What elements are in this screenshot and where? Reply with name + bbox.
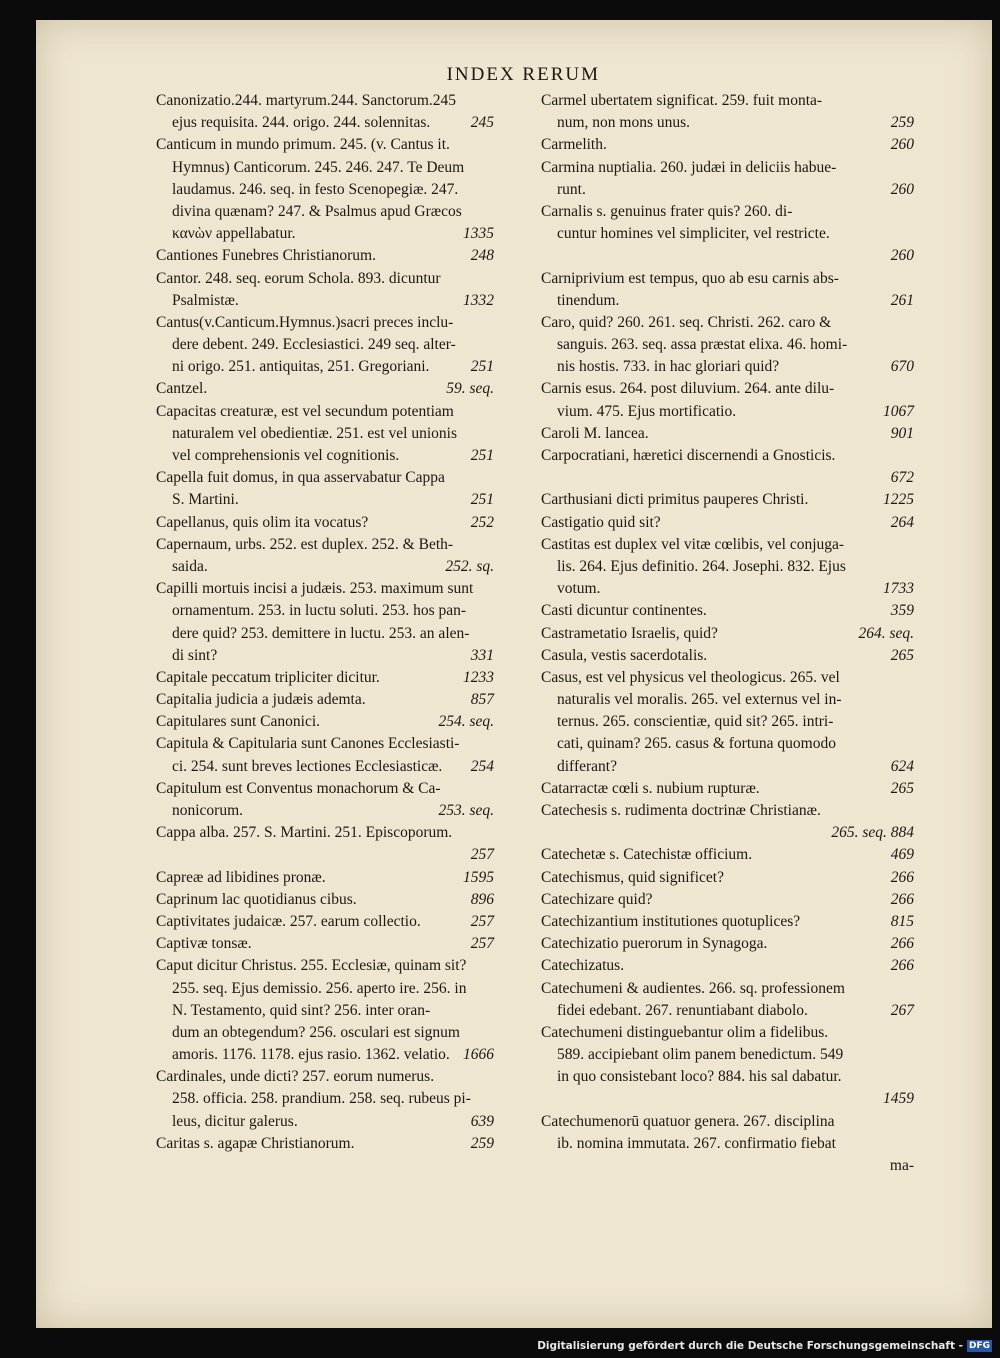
index-entry-line (541, 90, 914, 112)
page-reference: 248 (470, 247, 494, 265)
index-entry-line (156, 911, 494, 933)
entry-text: Carmel ubertatem significat. 259. fuit monta- (541, 92, 823, 109)
entry-text: Hymnus) Canticorum. 245. 246. 247. Te Deum (172, 158, 465, 176)
entry-text: Catechizatio puerorum in Synagoga. (541, 935, 768, 953)
index-entry (156, 378, 494, 400)
index-entry-line (541, 778, 914, 800)
entry-text: Carniprivium est tempus, quo ab esu carnis abs- (541, 269, 839, 287)
index-entry-line (541, 378, 914, 400)
entry-text: divina quænam? 247. & Psalmus apud Græcos (172, 202, 462, 220)
entry-text: nis hostis. 733. in hac gloriari quid? (557, 358, 780, 376)
index-entry-line (541, 1088, 914, 1110)
index-entry (541, 1022, 914, 1111)
index-entry (541, 955, 914, 977)
page-reference: 1666 (463, 1046, 494, 1064)
entry-text: Capella fuit domus, in qua asservabatur Cappa (156, 469, 445, 487)
index-entry (156, 578, 494, 667)
entry-text: κανὼν appellabatur. (172, 225, 296, 243)
entry-text: cuntur homines vel simpliciter, vel restricte. (557, 225, 830, 243)
index-entry-line (541, 334, 914, 356)
index-entry-line (156, 778, 494, 800)
page-reference: 253. seq. (438, 802, 494, 819)
page-reference: 1225 (883, 491, 914, 509)
entry-text: vium. 475. Ejus mortificatio. (557, 402, 737, 420)
entry-text: Catechumeni & audientes. 266. sq. professionem (541, 979, 845, 997)
index-entry-line (541, 245, 914, 267)
index-entry-line (156, 733, 494, 755)
entry-text: Capacitas creaturæ, est vel secundum potentiam (156, 402, 454, 420)
index-entry-line (156, 356, 494, 378)
entry-text: in quo consistebant loco? 884. his sal dabatur. (557, 1068, 842, 1086)
index-entry-line (156, 600, 494, 622)
page-reference: 1332 (463, 291, 494, 309)
page-reference: 265 (890, 779, 914, 797)
index-entry-line (156, 1022, 494, 1044)
index-entry-line (156, 689, 494, 711)
entry-text: Carpocratiani, hæretici discernendi a Gnosticis. (541, 447, 836, 464)
index-entry-line (156, 223, 494, 245)
entry-text: ib. nomina immutata. 267. confirmatio fiebat (557, 1134, 836, 1152)
index-entry-line (156, 933, 494, 955)
entry-text: Castigatio quid sit? (541, 513, 661, 531)
index-entry-line (541, 556, 914, 578)
page-reference: 264 (890, 513, 914, 531)
entry-text: runt. (557, 180, 586, 198)
index-entry-line (541, 1111, 914, 1133)
index-entry-line (156, 1133, 494, 1155)
index-entry-line (541, 1000, 914, 1022)
index-entry-line (156, 756, 494, 778)
entry-text: Capitulum est Conventus monachorum & Ca- (156, 779, 441, 797)
index-entry-line (541, 312, 914, 334)
index-entry-line (156, 489, 494, 511)
index-entry-line (541, 822, 914, 844)
index-entry (156, 689, 494, 711)
index-entry-line (156, 134, 494, 156)
entry-text: Carmelith. (541, 136, 607, 154)
page-reference: 624 (890, 757, 914, 775)
entry-text: tinendum. (557, 291, 620, 309)
entry-text: sanguis. 263. seq. assa præstat elixa. 46. homi- (557, 336, 848, 354)
index-entry (156, 667, 494, 689)
index-entry (541, 600, 914, 622)
entry-text: num, non mons unus. (557, 114, 691, 132)
entry-text: Capitale peccatum tripliciter dicitur. (156, 668, 380, 686)
page-reference: 254. seq. (438, 713, 494, 731)
index-entry-line (541, 978, 914, 1000)
entry-text: dum an obtegendum? 256. osculari est signum (172, 1023, 460, 1041)
entry-text: Castrametatio Israelis, quid? (541, 624, 718, 642)
index-entry-line (541, 889, 914, 911)
entry-text: Cantzel. (156, 380, 208, 398)
entry-text: Captivæ tonsæ. (156, 935, 252, 953)
index-entry-line (541, 867, 914, 889)
index-entry (156, 711, 494, 733)
entry-text: 589. accipiebant olim panem benedictum. 549 (557, 1046, 844, 1064)
entry-text: differant? (557, 757, 617, 775)
catchword-line (541, 1155, 914, 1177)
index-entry-line (156, 978, 494, 1000)
index-entry (156, 467, 494, 511)
entry-text: cati, quinam? 265. casus & fortuna quomodo (557, 735, 836, 753)
index-entry-line (156, 1111, 494, 1133)
entry-text: Canticum in mundo primum. 245. (v. Cantus it. (156, 136, 450, 154)
index-entry (156, 933, 494, 955)
index-entry-line (156, 401, 494, 423)
page-reference: 266 (890, 890, 914, 908)
index-entry-line (156, 290, 494, 312)
index-entry-line (541, 1066, 914, 1088)
index-entry (541, 623, 914, 645)
index-entry (541, 778, 914, 800)
index-entry (156, 1066, 494, 1133)
entry-text: N. Testamento, quid sint? 256. inter oran- (172, 1001, 431, 1019)
page-reference: 639 (470, 1112, 494, 1130)
page-reference: 359 (890, 602, 914, 620)
index-entry-line (156, 1000, 494, 1022)
page-header (36, 64, 992, 86)
index-entry (156, 245, 494, 267)
index-entry (541, 844, 914, 866)
index-entry (541, 201, 914, 268)
index-column-right (541, 90, 914, 1177)
entry-text: Carthusiani dicti primitus pauperes Christi. (541, 491, 809, 509)
page-reference: 670 (890, 358, 914, 376)
index-entry (156, 534, 494, 578)
entry-text: Captivitates judaicæ. 257. earum collectio. (156, 912, 421, 930)
index-entry-line (541, 600, 914, 622)
index-entry (156, 955, 494, 1066)
index-entry-line (156, 556, 494, 578)
entry-text: Catechesis s. rudimenta doctrinæ Christianæ. (541, 802, 821, 819)
index-entry-line (156, 645, 494, 667)
index-entry-line (541, 1022, 914, 1044)
page-reference: 1733 (883, 580, 914, 598)
index-entry-line (541, 1133, 914, 1155)
entry-text: Cappa alba. 257. S. Martini. 251. Episcoporum. (156, 824, 453, 842)
index-entry-line (156, 1066, 494, 1088)
index-entry-line (541, 578, 914, 600)
index-entry-line (156, 1044, 494, 1066)
entry-text: ornamentum. 253. in luctu soluti. 253. hos pan- (172, 602, 467, 620)
page-reference: 259 (890, 114, 914, 132)
index-entry-line (541, 711, 914, 733)
entry-text: Cantiones Funebres Christianorum. (156, 247, 376, 265)
index-entry (541, 134, 914, 156)
entry-text: Cantus(v.Canticum.Hymnus.)sacri preces inclu- (156, 313, 454, 331)
index-entry (541, 1111, 914, 1155)
index-entry-line (156, 423, 494, 445)
index-entry (541, 512, 914, 534)
index-entry-line (541, 489, 914, 511)
entry-text: Caroli M. lancea. (541, 424, 649, 442)
index-entry-line (541, 134, 914, 156)
entry-text: Catechizare quid? (541, 890, 653, 908)
index-entry (156, 312, 494, 379)
entry-text: Carnis esus. 264. post diluvium. 264. ante dilu- (541, 380, 835, 398)
index-entry-line (541, 911, 914, 933)
index-entry (541, 933, 914, 955)
page-reference: 260 (890, 247, 914, 265)
index-entry-line (541, 955, 914, 977)
page-reference: 1067 (883, 402, 914, 420)
page-reference: 260 (890, 180, 914, 198)
index-entry (156, 1133, 494, 1155)
index-entry-line (541, 201, 914, 223)
page-reference: 245 (470, 114, 494, 132)
entry-text: ternus. 265. conscientiæ, quid sit? 265. intri- (557, 713, 834, 731)
entry-text: Carmina nuptialia. 260. judæi in deliciis habue- (541, 158, 837, 176)
catchword: ma- (889, 1157, 914, 1174)
entry-text: Cantor. 248. seq. eorum Schola. 893. dicuntur (156, 269, 441, 287)
page-reference: 815 (890, 912, 914, 930)
index-entry-line (156, 378, 494, 400)
entry-text: Casula, vestis sacerdotalis. (541, 646, 708, 664)
page-reference: 265. seq. 884 (831, 824, 914, 842)
index-entry-line (541, 268, 914, 290)
page-reference: 1335 (463, 225, 494, 243)
entry-text: 255. seq. Ejus demissio. 256. aperto ire. 256. in (172, 979, 467, 997)
entry-text: Caro, quid? 260. 261. seq. Christi. 262. caro & (541, 313, 832, 331)
index-entry-line (156, 334, 494, 356)
index-entry-line (156, 534, 494, 556)
index-entry-line (156, 711, 494, 733)
entry-text: Capitula & Capitularia sunt Canones Ecclesiasti- (156, 735, 460, 753)
page-reference: 1233 (463, 668, 494, 686)
index-entry (156, 911, 494, 933)
entry-text: Carnalis s. genuinus frater quis? 260. di- (541, 202, 793, 220)
index-entry-line (156, 800, 494, 822)
index-entry (541, 800, 914, 844)
index-entry-line (156, 512, 494, 534)
index-entry-line (541, 667, 914, 689)
page-reference: 672 (890, 469, 914, 487)
entry-text: ni origo. 251. antiquitas, 251. Gregoriani. (172, 358, 430, 376)
index-entry-line (541, 290, 914, 312)
index-entry (156, 822, 494, 866)
index-entry-line (541, 844, 914, 866)
entry-text: Casus, est vel physicus vel theologicus. 265. vel (541, 668, 840, 686)
entry-text: Caritas s. agapæ Christianorum. (156, 1134, 355, 1152)
page-reference: 259 (470, 1134, 494, 1152)
entry-text: ejus requisita. 244. origo. 244. solennitas. (172, 114, 431, 132)
index-entry-line (541, 689, 914, 711)
page-reference: 264. seq. (858, 624, 914, 642)
entry-text: Psalmistæ. (172, 291, 239, 309)
entry-text: leus, dicitur galerus. (172, 1112, 298, 1130)
index-entry (156, 512, 494, 534)
entry-text: Capellanus, quis olim ita vocatus? (156, 513, 369, 531)
index-entry (541, 911, 914, 933)
page-reference: 252 (470, 513, 494, 531)
entry-text: S. Martini. (172, 491, 239, 509)
page-reference: 257 (470, 846, 494, 864)
index-entry-line (156, 157, 494, 179)
book-page (36, 20, 992, 1328)
entry-text: naturalem vel obedientiæ. 251. est vel unionis (172, 424, 457, 442)
page-reference: 1595 (463, 868, 494, 886)
index-entry (541, 889, 914, 911)
page-reference: 59. seq. (446, 380, 494, 398)
index-entry-line (541, 112, 914, 134)
entry-text: votum. (557, 580, 601, 598)
page-reference: 251 (470, 447, 494, 464)
page-title: INDEX RERUM (446, 64, 600, 85)
index-entry (541, 645, 914, 667)
entry-text: Cardinales, unde dicti? 257. eorum numerus. (156, 1068, 435, 1086)
index-entry-line (541, 157, 914, 179)
index-entry (541, 312, 914, 379)
entry-text: fidei edebant. 267. renuntiabant diabolo. (557, 1001, 808, 1019)
index-entry (156, 733, 494, 777)
index-entry-line (156, 867, 494, 889)
page-reference: 266 (890, 935, 914, 953)
index-entry (541, 445, 914, 489)
page-reference: 469 (890, 846, 914, 864)
page-reference: 331 (470, 646, 494, 664)
index-entry-line (156, 1088, 494, 1110)
entry-text: Casti dicuntur continentes. (541, 602, 707, 620)
index-entry-line (541, 401, 914, 423)
entry-text: naturalis vel moralis. 265. vel externus vel in- (557, 691, 842, 709)
page-reference: 265 (890, 646, 914, 664)
index-column-left (156, 90, 494, 1155)
entry-text: lis. 264. Ejus definitio. 264. Josephi. 832. Ejus (557, 557, 846, 575)
entry-text: Catechumeni distinguebantur olim a fidelibus. (541, 1023, 829, 1041)
index-entry-line (156, 112, 494, 134)
index-entry-line (541, 800, 914, 822)
page-reference: 1459 (883, 1090, 914, 1108)
entry-text: ci. 254. sunt breves lectiones Ecclesiasticæ. (172, 757, 443, 775)
index-entry (541, 867, 914, 889)
entry-text: Catarractæ cœli s. nubium rupturæ. (541, 779, 760, 797)
entry-text: Capilli mortuis incisi a judæis. 253. maximum sunt (156, 580, 474, 598)
entry-text: Catechizantium institutiones quotuplices? (541, 912, 801, 930)
index-entry-line (541, 733, 914, 755)
index-entry-line (541, 423, 914, 445)
page-reference: 260 (890, 136, 914, 154)
entry-text: di sint? (172, 646, 218, 664)
entry-text: laudamus. 246. seq. in festo Scenopegiæ. 247. (172, 180, 459, 198)
index-entry-line (541, 467, 914, 489)
entry-text: Caput dicitur Christus. 255. Ecclesiæ, quinam sit? (156, 957, 467, 975)
page-reference: 266 (890, 957, 914, 975)
entry-text: Capreæ ad libidines pronæ. (156, 868, 326, 886)
index-entry (156, 268, 494, 312)
entry-text: Canonizatio.244. martyrum.244. Sanctorum.245 (156, 92, 457, 109)
index-entry (156, 401, 494, 468)
entry-text: Capernaum, urbs. 252. est duplex. 252. & Beth- (156, 535, 454, 553)
dfg-logo: DFG (968, 1341, 990, 1351)
entry-text: 258. officia. 258. prandium. 258. seq. rubeus pi- (172, 1090, 471, 1108)
page-reference: 252. sq. (445, 557, 494, 575)
index-entry-line (156, 268, 494, 290)
index-entry-line (156, 667, 494, 689)
index-entry-line (156, 201, 494, 223)
entry-text: Catechismus, quid significet? (541, 868, 724, 886)
page-reference: 896 (470, 890, 494, 908)
page-reference: 857 (470, 691, 494, 709)
entry-text: nonicorum. (172, 802, 244, 819)
index-entry-line (541, 179, 914, 201)
entry-text: Caprinum lac quotidianus cibus. (156, 890, 357, 908)
footer-text: Digitalisierung gefördert durch die Deutsche Forschungsgemeinschaft - (537, 1340, 963, 1352)
index-entry-line (541, 356, 914, 378)
entry-text: dere debent. 249. Ecclesiastici. 249 seq. alter- (172, 336, 456, 354)
index-entry (541, 268, 914, 312)
entry-text: saida. (172, 557, 208, 575)
entry-text: dere quid? 253. demittere in luctu. 253. an alen- (172, 624, 470, 642)
index-entry-line (541, 756, 914, 778)
index-entry-line (541, 645, 914, 667)
index-entry-line (156, 445, 494, 467)
page-reference: 266 (890, 868, 914, 886)
index-entry (541, 423, 914, 445)
index-entry-line (156, 844, 494, 866)
page-reference: 254 (470, 757, 494, 775)
index-entry-line (541, 1044, 914, 1066)
index-entry-line (156, 467, 494, 489)
index-entry (541, 978, 914, 1022)
index-entry (541, 667, 914, 778)
entry-text: Capitalia judicia a judæis ademta. (156, 691, 366, 709)
index-entry-line (156, 312, 494, 334)
page-reference: 261 (890, 291, 914, 309)
footer-credit (0, 1338, 1000, 1354)
page-reference: 257 (470, 935, 494, 953)
index-entry (156, 134, 494, 245)
index-entry-line (156, 245, 494, 267)
entry-text: amoris. 1176. 1178. ejus rasio. 1362. velatio. (172, 1046, 450, 1064)
entry-text: Capitulares sunt Canonici. (156, 713, 321, 731)
entry-text: Catechumenorū quatuor genera. 267. disciplina (541, 1112, 835, 1130)
index-entry-line (156, 90, 494, 112)
index-entry-line (541, 933, 914, 955)
page-reference: 267 (890, 1001, 914, 1019)
index-entry-line (541, 534, 914, 556)
index-entry (541, 489, 914, 511)
page-reference: 251 (470, 358, 494, 376)
index-entry (541, 157, 914, 201)
index-entry-line (156, 578, 494, 600)
index-entry-line (541, 223, 914, 245)
index-entry (156, 90, 494, 134)
page-reference: 257 (470, 912, 494, 930)
index-entry (156, 889, 494, 911)
index-entry (541, 378, 914, 422)
index-entry-line (156, 822, 494, 844)
page-reference: 251 (470, 491, 494, 509)
index-entry-line (156, 179, 494, 201)
index-entry-line (541, 512, 914, 534)
index-entry-line (156, 955, 494, 977)
index-entry (156, 778, 494, 822)
index-entry-line (156, 623, 494, 645)
page-reference: 901 (890, 424, 914, 442)
index-entry-line (541, 445, 914, 467)
index-entry (541, 534, 914, 601)
index-entry-line (156, 889, 494, 911)
index-entry (541, 90, 914, 134)
entry-text: Catechizatus. (541, 957, 625, 975)
entry-text: Catechetæ s. Catechistæ officium. (541, 846, 753, 864)
index-entry-line (541, 623, 914, 645)
entry-text: Castitas est duplex vel vitæ cœlibis, vel conjuga- (541, 535, 845, 553)
index-entry (156, 867, 494, 889)
entry-text: vel comprehensionis vel cognitionis. (172, 447, 400, 464)
